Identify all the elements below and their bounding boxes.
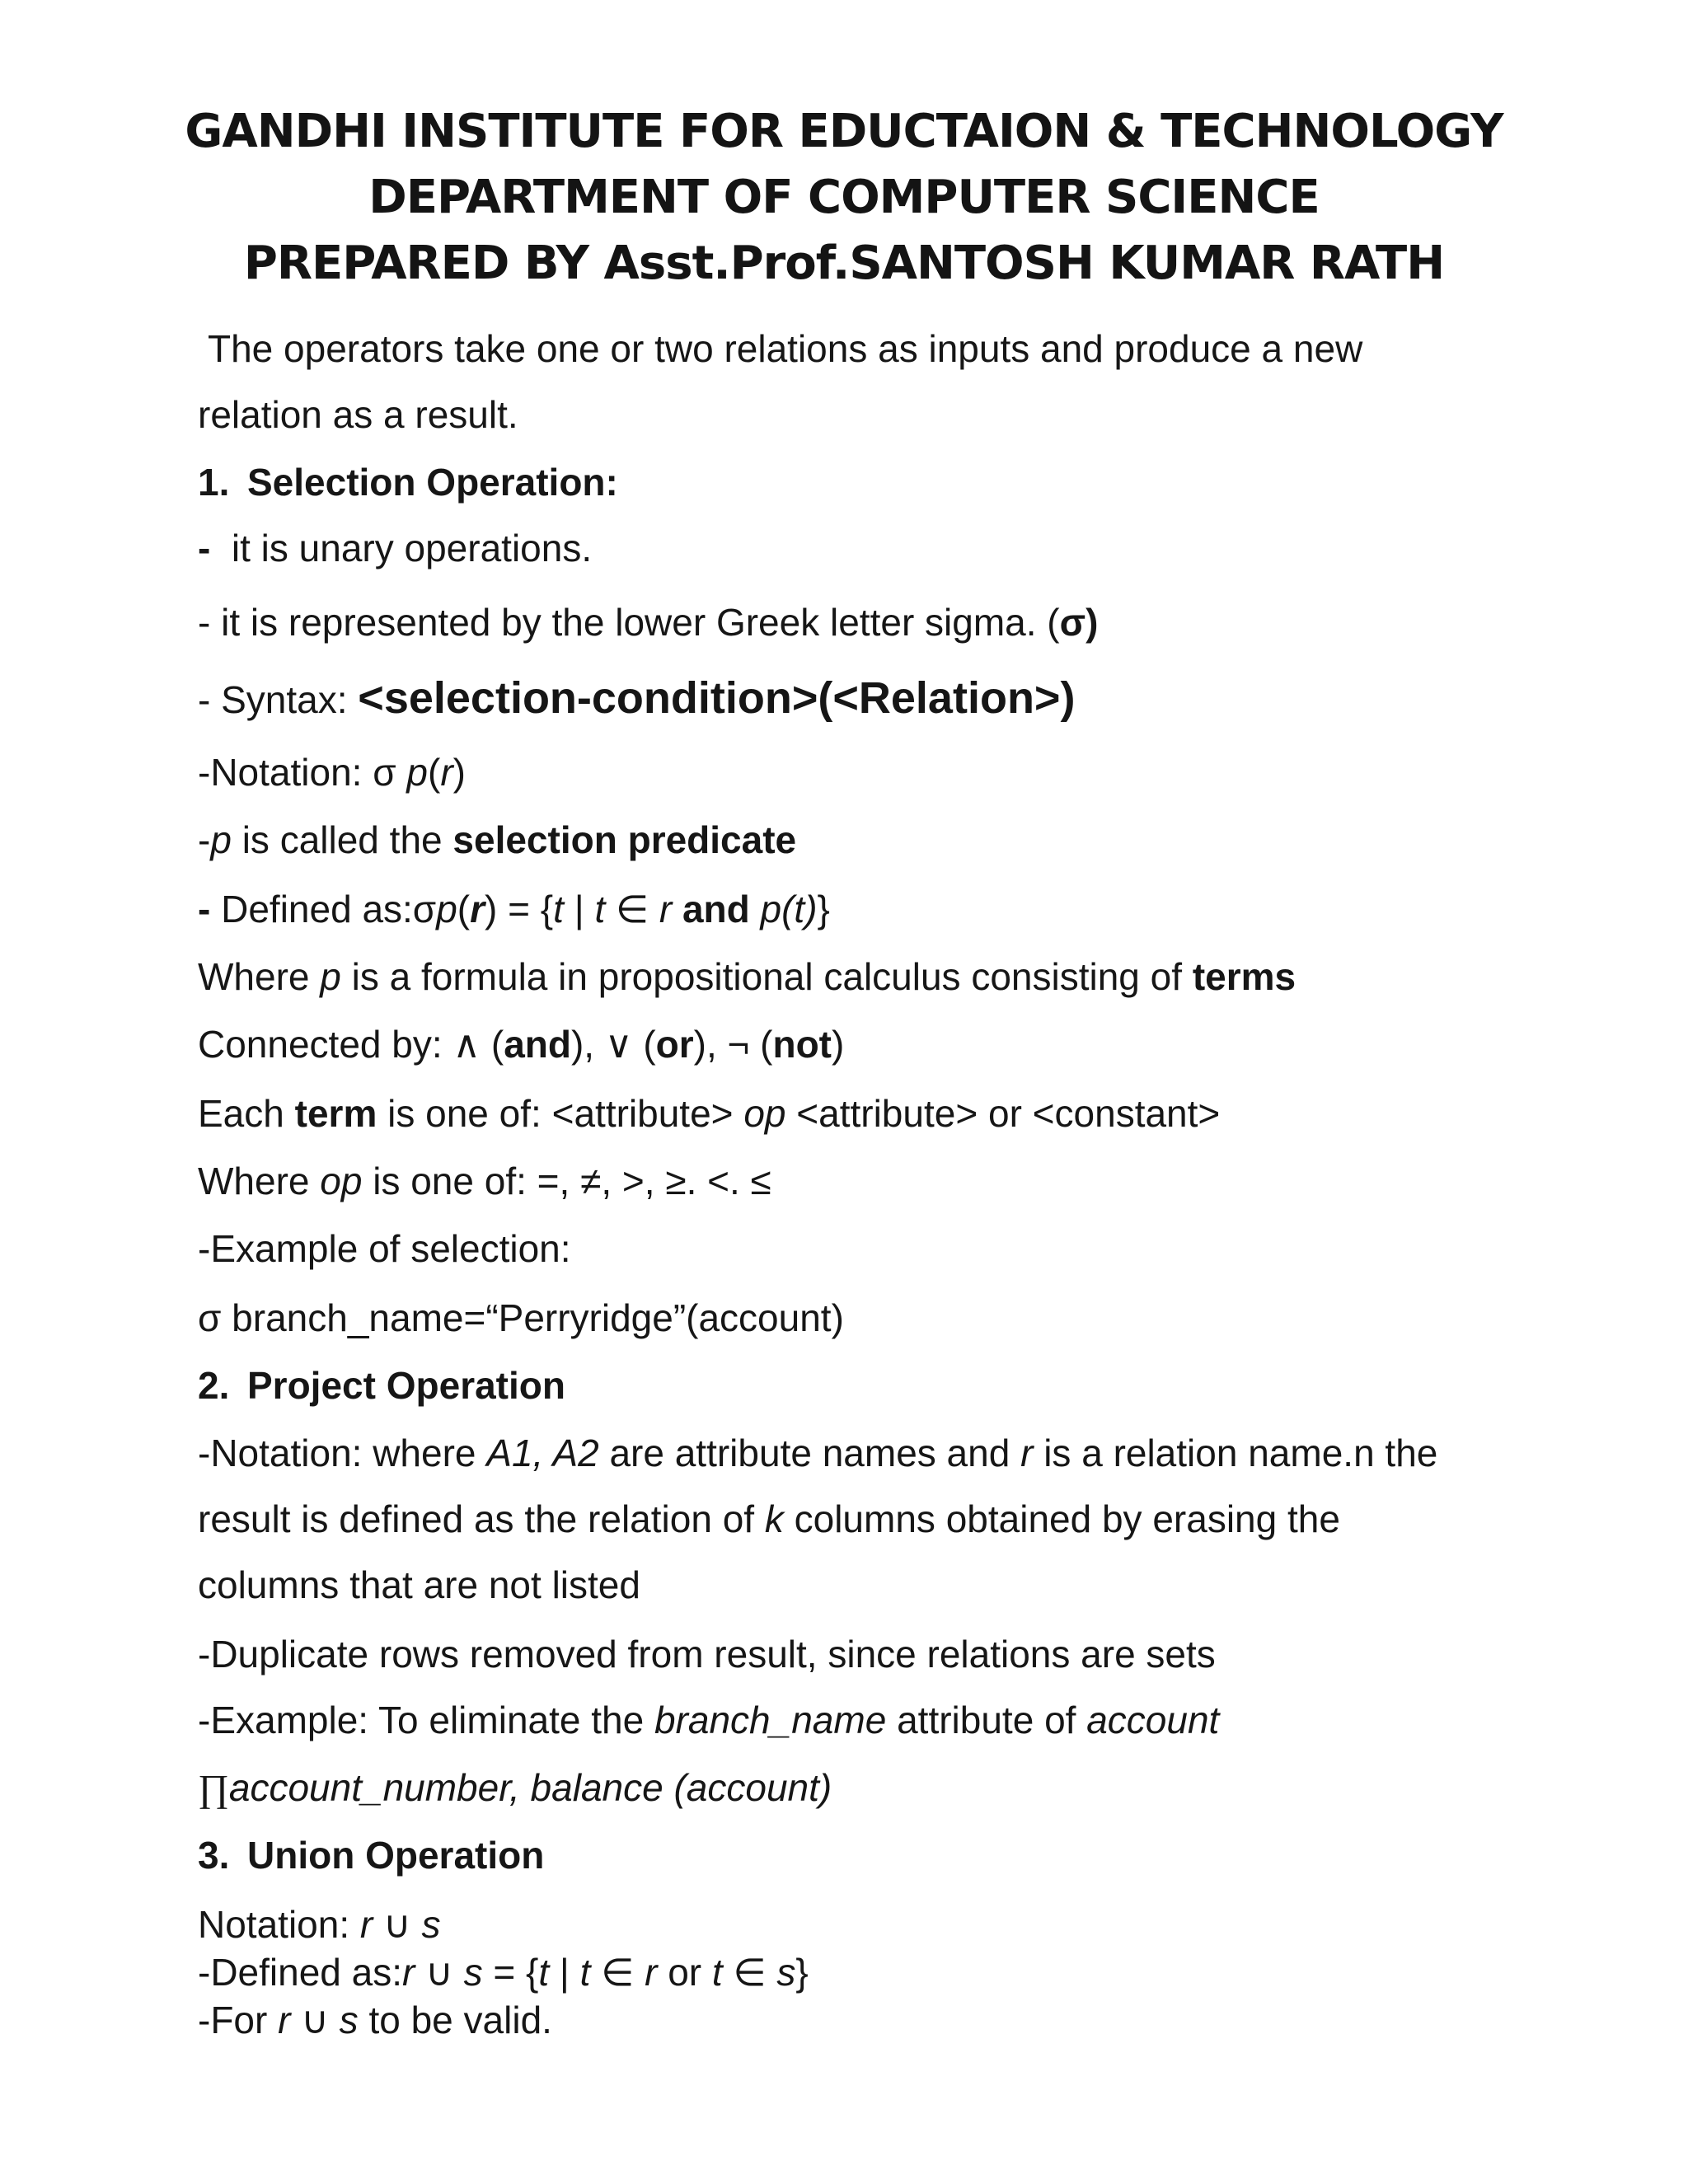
def-r: r	[470, 888, 485, 930]
pred-text: is called the	[231, 818, 453, 861]
proj-notation-text3: is a relation name.n the	[1033, 1432, 1438, 1474]
def-and: and	[672, 888, 761, 930]
where-terms: terms	[1192, 955, 1296, 998]
project-heading	[198, 1364, 565, 1407]
selection-example-label: -Example of selection:	[198, 1227, 571, 1270]
proj-notation-r: r	[1020, 1432, 1034, 1474]
def-r2: r	[659, 888, 673, 930]
def-open: (	[457, 888, 471, 930]
selection-heading	[198, 461, 618, 504]
proj-result-k: k	[764, 1497, 784, 1540]
conn-label: Connected by: ∧ (	[198, 1023, 504, 1066]
conn-mid1: ), ∨ (	[570, 1023, 656, 1066]
intro-line-1: The operators take one or two relations as inputs and produce a new	[208, 327, 1363, 370]
union-heading-text: Union Operation	[247, 1834, 545, 1877]
union-number: 3.	[198, 1834, 230, 1877]
union-def-s: s	[463, 1951, 483, 1994]
proj-result-text2: columns obtained by erasing the	[783, 1497, 1340, 1540]
union-notation-line	[198, 1903, 441, 1946]
unary-text: it is unary operations.	[231, 527, 593, 569]
union-def-eq: = {	[482, 1951, 539, 1994]
union-def-t2: t	[579, 1951, 591, 1994]
union-notation-r: r	[359, 1903, 373, 1946]
selection-example-value: σ branch_name=“Perryridge”(account)	[198, 1296, 844, 1339]
notation-p: p	[406, 751, 428, 794]
selection-op-line	[198, 1162, 771, 1200]
selection-syntax-line	[198, 673, 1076, 723]
each-label: Each	[198, 1092, 295, 1135]
selection-heading-text: Selection Operation:	[247, 461, 618, 504]
selection-unary-line	[198, 529, 592, 567]
project-notation-line	[198, 1434, 1437, 1472]
proj-result-text1: result is defined as the relation of	[198, 1497, 765, 1540]
def-bar: |	[563, 888, 595, 930]
each-text1: is one of: <attribute>	[377, 1092, 744, 1135]
selection-predicate-line	[198, 818, 797, 861]
pi-expr: account_number, balance (account)	[228, 1766, 832, 1809]
def-eq: ) = {	[485, 888, 554, 930]
union-def-r: r	[402, 1951, 415, 1994]
conn-end: )	[832, 1023, 845, 1066]
notation-label: -Notation: σ	[198, 751, 407, 794]
union-def-or: or	[657, 1951, 712, 1994]
project-result-line	[198, 1497, 1340, 1540]
sigma-symbol: σ)	[1059, 601, 1099, 644]
where-text: is a formula in propositional calculus consisting of	[340, 955, 1193, 998]
union-notation-cup: ∪	[373, 1903, 422, 1946]
each-text2: <attribute> or <constant>	[785, 1092, 1221, 1135]
def-label: Defined as:σ	[210, 888, 437, 930]
def-dash: -	[198, 888, 211, 930]
each-term: term	[294, 1092, 377, 1135]
union-notation-label: Notation:	[198, 1903, 360, 1946]
project-example-line	[198, 1701, 1219, 1739]
proj-example-text2: attribute of	[886, 1699, 1087, 1741]
def-t2: t	[594, 888, 606, 930]
department-title: DEPARTMENT OF COMPUTER SCIENCE	[368, 171, 1320, 224]
union-valid-s: s	[339, 1999, 359, 2041]
union-valid-text: to be valid.	[358, 1999, 552, 2041]
union-def-label: -Defined as:	[198, 1951, 403, 1994]
union-def-t3: t	[711, 1951, 723, 1994]
union-notation-s: s	[421, 1903, 441, 1946]
institute-title: GANDHI INSTITUTE FOR EDUCTAION & TECHNOLOGY	[185, 105, 1503, 158]
op-label: Where	[198, 1160, 321, 1202]
where-p: p	[320, 955, 341, 998]
project-duplicate-line: -Duplicate rows removed from result, since relations are sets	[198, 1633, 1216, 1675]
notation-r: r	[440, 751, 453, 794]
union-def-bar: |	[549, 1951, 580, 1994]
each-op: op	[743, 1092, 786, 1135]
union-def-r2: r	[645, 1951, 658, 1994]
selection-sigma-line	[198, 601, 1099, 644]
union-valid-r: r	[278, 1999, 291, 2041]
def-end: }	[817, 888, 830, 930]
proj-example-branch: branch_name	[654, 1699, 887, 1741]
union-def-in1: ∈	[590, 1951, 645, 1994]
selection-connected-line	[198, 1023, 845, 1066]
union-heading	[198, 1834, 545, 1877]
proj-example-text1: -Example: To eliminate the	[198, 1699, 654, 1741]
selection-term-line	[198, 1092, 1221, 1135]
project-pi-line	[198, 1766, 832, 1809]
pi-icon: ∏	[198, 1767, 229, 1809]
union-def-in2: ∈	[722, 1951, 777, 1994]
def-in: ∈	[605, 888, 659, 930]
pred-dash: -	[198, 818, 211, 861]
conn-not: not	[772, 1023, 832, 1066]
union-def-s2: s	[776, 1951, 796, 1994]
selection-number: 1.	[198, 461, 230, 504]
pred-p: p	[210, 818, 232, 861]
notation-close: )	[452, 751, 466, 794]
represented-text: - it is represented by the lower Greek letter sigma. (	[198, 601, 1060, 644]
conn-mid2: ), ¬ (	[693, 1023, 773, 1066]
proj-notation-text2: are attribute names and	[598, 1432, 1021, 1474]
selection-notation-line	[198, 751, 466, 794]
selection-where-line	[198, 955, 1296, 998]
conn-or: or	[655, 1023, 694, 1066]
op-text: is one of: =, ≠, >, ≥. <. ≤	[362, 1160, 771, 1202]
union-definition-line	[198, 1951, 809, 1994]
selection-definition-line	[198, 890, 830, 928]
def-p: p	[436, 888, 457, 930]
union-valid-line	[198, 2001, 552, 2039]
op-op: op	[320, 1160, 363, 1202]
project-columns-line: columns that are not listed	[198, 1563, 640, 1606]
syntax-label: - Syntax:	[198, 678, 359, 721]
selection-predicate-term: selection predicate	[452, 818, 797, 861]
def-t1: t	[553, 888, 564, 930]
conn-and: and	[504, 1023, 571, 1066]
proj-example-account: account	[1086, 1699, 1220, 1741]
proj-notation-text1: -Notation: where	[198, 1432, 487, 1474]
def-pt: p(t)	[760, 888, 818, 930]
bullet-dash: -	[198, 527, 211, 569]
intro-line-2: relation as a result.	[198, 393, 518, 436]
project-heading-text: Project Operation	[247, 1364, 565, 1407]
project-number: 2.	[198, 1364, 230, 1407]
union-valid-cup: ∪	[290, 1999, 340, 2041]
union-def-cup: ∪	[415, 1951, 464, 1994]
union-def-end: }	[795, 1951, 809, 1994]
union-def-t1: t	[538, 1951, 550, 1994]
proj-notation-a: A1, A2	[486, 1432, 599, 1474]
union-valid-label: -For	[198, 1999, 279, 2041]
notation-open: (	[427, 751, 441, 794]
author-title: PREPARED BY Asst.Prof.SANTOSH KUMAR RATH	[243, 237, 1445, 290]
syntax-value: <selection-condition>(<Relation>)	[358, 673, 1076, 723]
where-label: Where	[198, 955, 321, 998]
